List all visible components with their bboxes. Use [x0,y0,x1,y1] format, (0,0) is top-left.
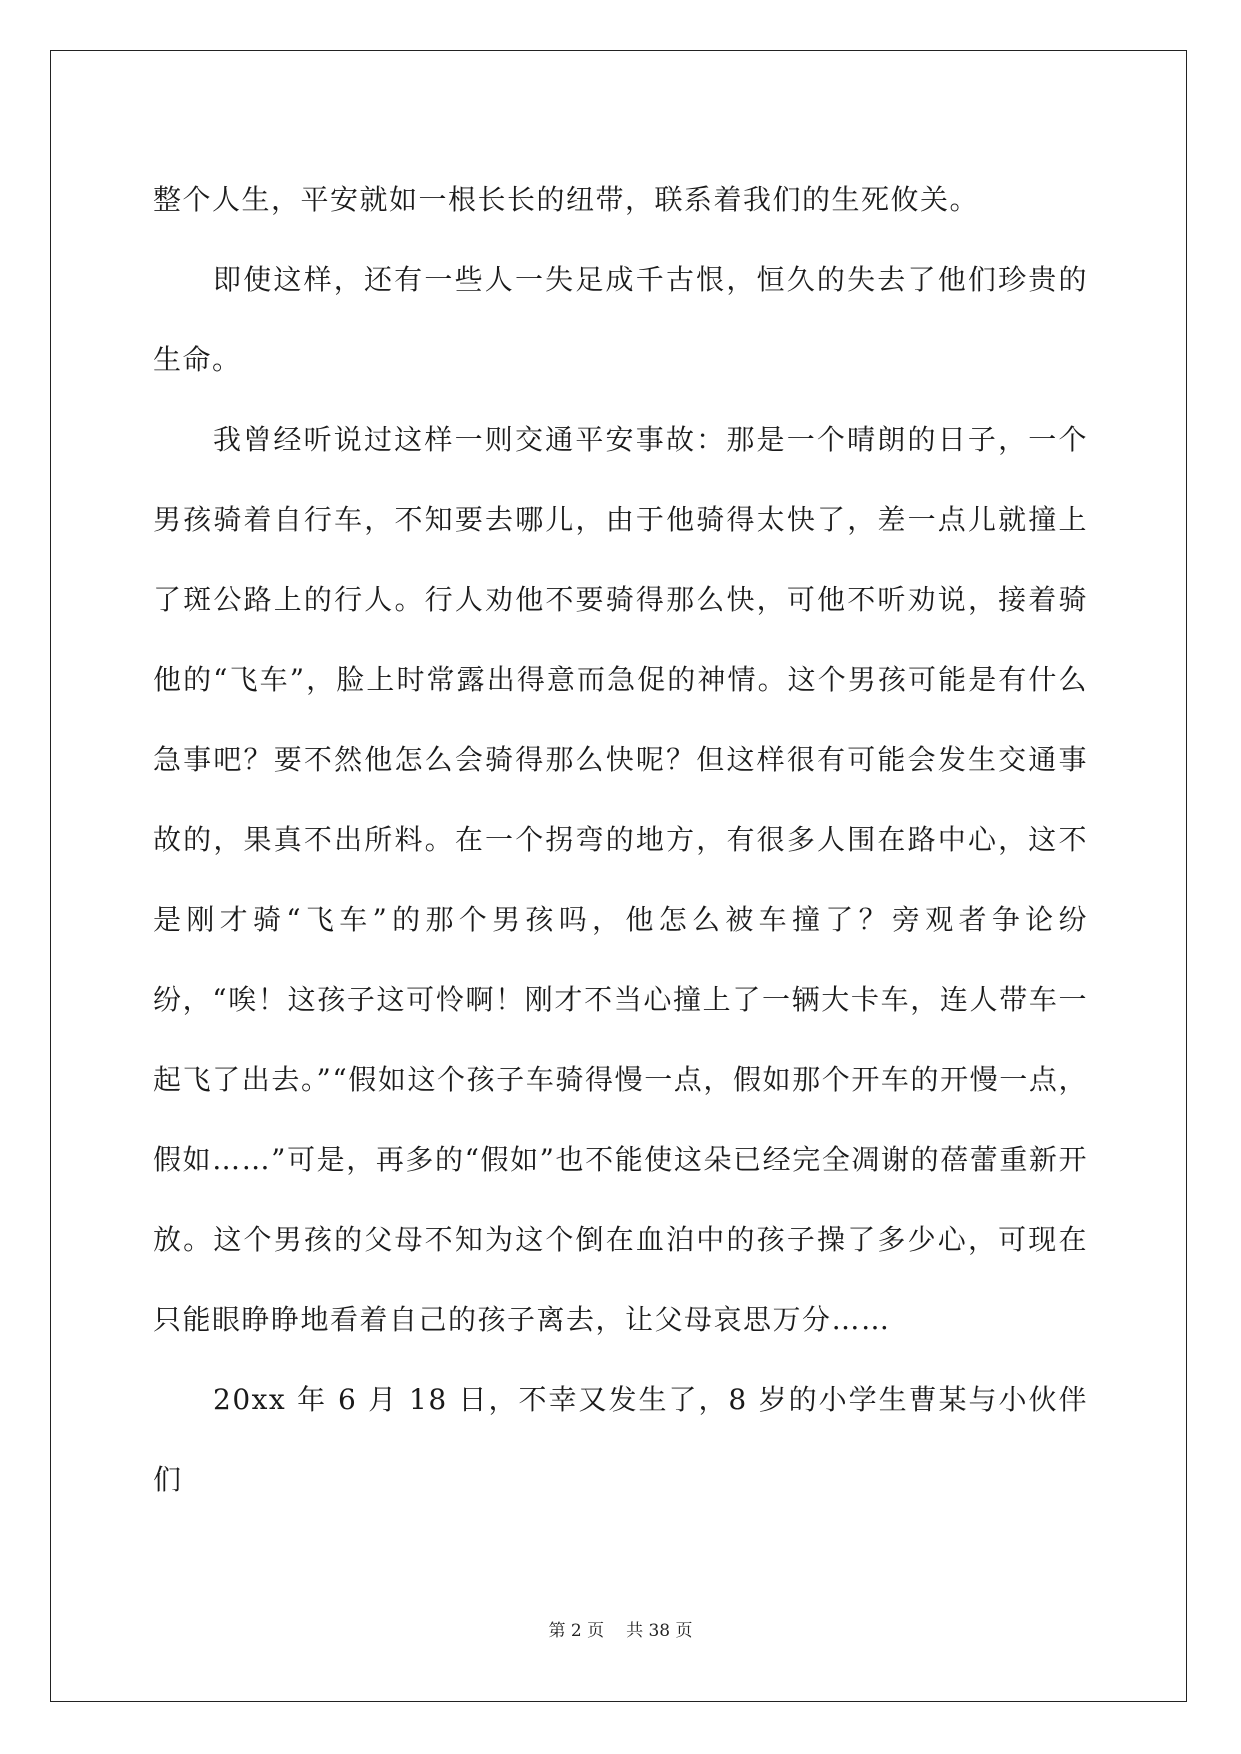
paragraph: 即使这样，还有一些人一失足成千古恨，恒久的失去了他们珍贵的生命。 [153,263,1088,376]
document-body [153,160,1088,1520]
page-total: 共 38 页 [626,1621,693,1641]
paragraph: 20xx 年 6 月 18 日，不幸又发生了，8 岁的小学生曹某与小伙伴们 [153,1383,1088,1496]
paragraph: 我曾经听说过这样一则交通平安事故：那是一个晴朗的日子，一个男孩骑着自行车，不知要去哪儿，由于他骑得太快了，差一点儿就撞上了斑公路上的行人。行人劝他不要骑得那么快，可他不听劝说，接着骑他的“飞车”，脸上时常露出得意而急促的神情。这个男孩可能是有什么急事吧？要不然他怎么会骑得那么快呢？但这样很有可能会发生交通事故的，果真不出所料。在一个拐弯的地方，有很多人围在路中心，这不是刚才骑“飞车”的那个男孩吗，他怎么被车撞了？旁观者争论纷纷，“唉！这孩子这可怜啊！刚才不当心撞上了一辆大卡车，连人带车一起飞了出去。”“假如这个孩子车骑得慢一点，假如那个开车的开慢一点，假如……”可是，再多的“假如”也不能使这朵已经完全凋谢的蓓蕾重新开放。这个男孩的父母不知为这个倒在血泊中的孩子操了多少心，可现在只能眼睁睁地看着自己的孩子离去，让父母哀思万分…… [153,423,1088,1336]
paragraph: 整个人生，平安就如一根长长的纽带，联系着我们的生死攸关。 [153,183,980,216]
page-number: 第 2 页 [548,1621,605,1641]
page-footer [0,1616,1241,1641]
